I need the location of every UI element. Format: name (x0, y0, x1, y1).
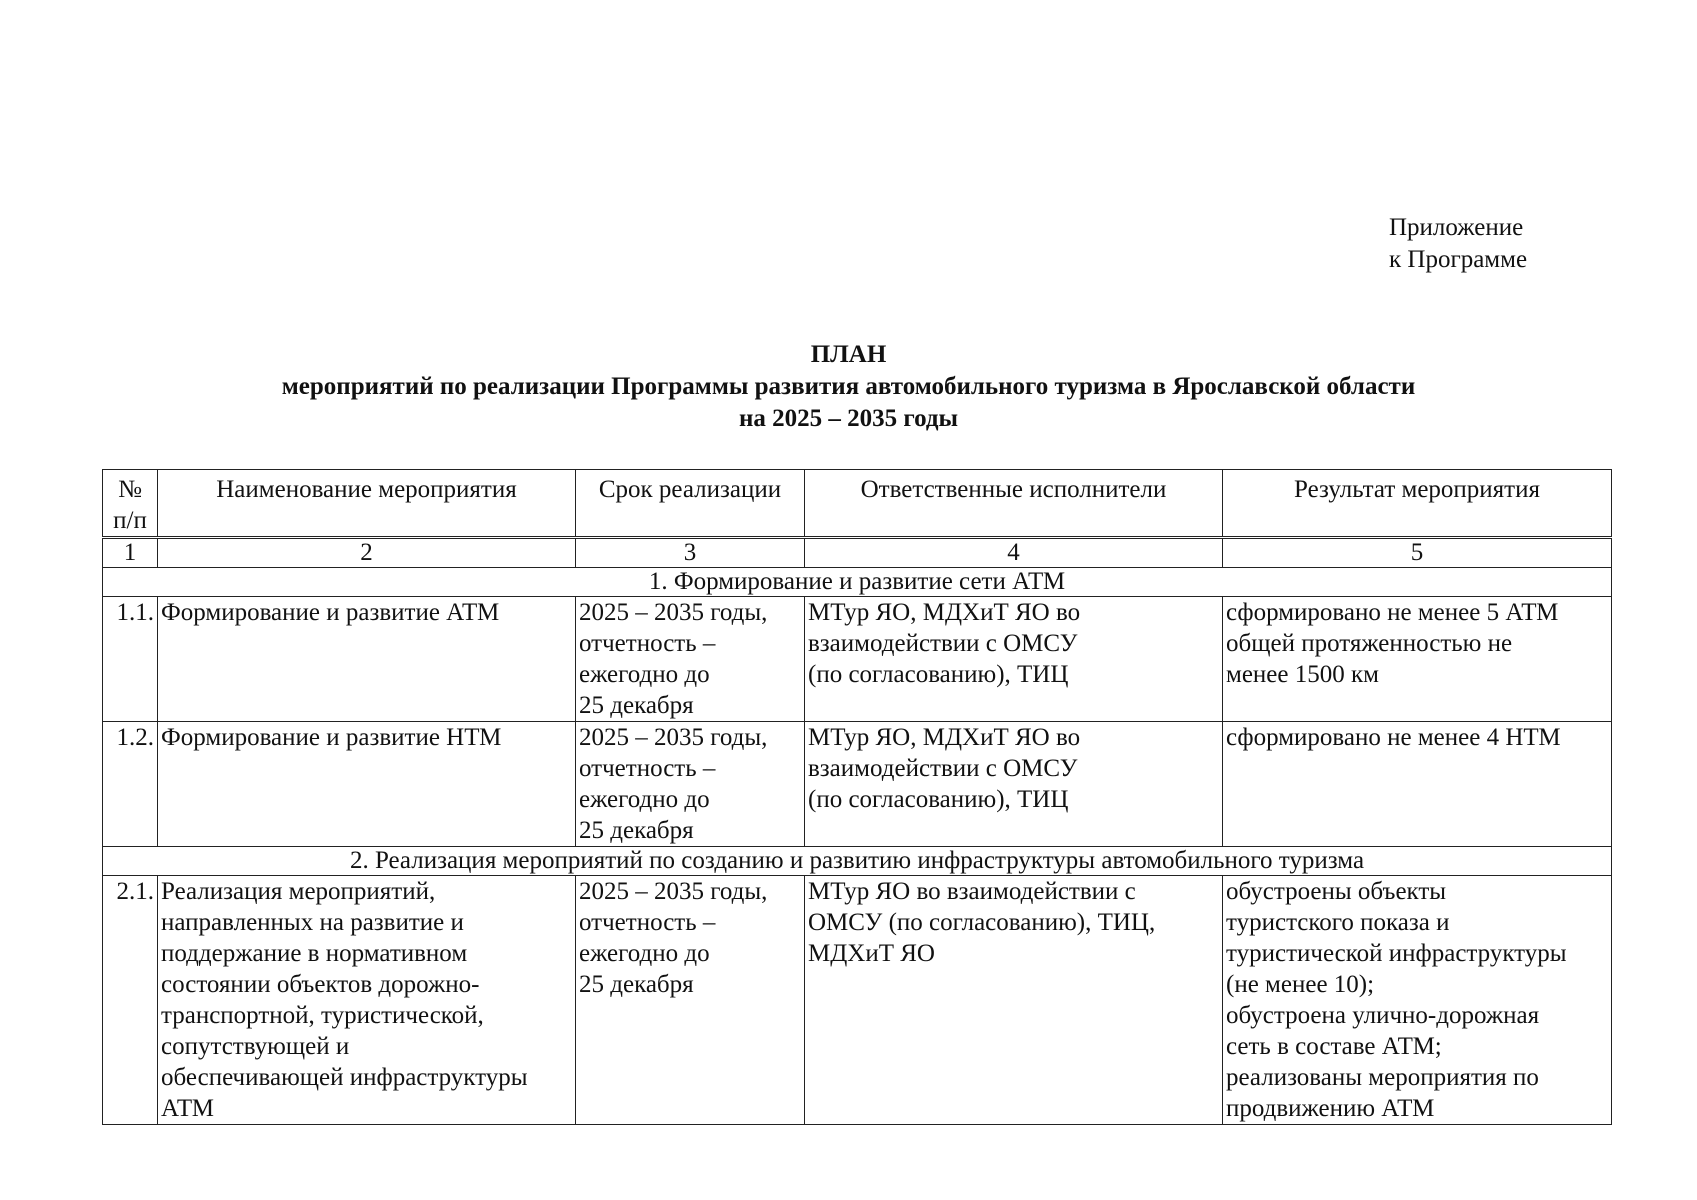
cell-name-line: сопутствующей и (161, 1033, 350, 1060)
cell-name (158, 722, 576, 847)
cell-term (576, 597, 805, 722)
cell-name-line: АТМ (161, 1095, 215, 1122)
cell-result (1223, 597, 1612, 722)
cell-name (158, 876, 576, 1125)
cell-name-line: Формирование и развитие АТМ (161, 599, 500, 626)
cell-responsible-line: (по согласованию), ТИЦ (808, 661, 1069, 688)
cell-result-line: сформировано не менее 5 АТМ (1226, 599, 1559, 626)
header-responsible: Ответственные исполнители (805, 470, 1223, 538)
table-row (103, 597, 1612, 722)
cell-num: 1.1. (103, 597, 158, 722)
cell-name-line: направленных на развитие и (161, 909, 464, 936)
plan-table (102, 469, 1612, 1125)
cell-name-line: поддержание в нормативном (161, 940, 468, 967)
title-line-2: мероприятий по реализации Программы развития автомобильного туризма в Ярославской области (281, 373, 1416, 400)
column-number: 4 (805, 538, 1223, 568)
section-row (103, 847, 1612, 876)
title-line-1: ПЛАН (810, 341, 887, 368)
section-title: 2. Реализация мероприятий по созданию и развитию инфраструктуры автомобильного туризма (103, 847, 1612, 876)
header-num-line: № (118, 476, 142, 503)
cell-term (576, 722, 805, 847)
cell-responsible-line: взаимодействии с ОМСУ (808, 630, 1078, 657)
table-header-row (103, 470, 1612, 538)
cell-result-line: общей протяженностью не (1226, 630, 1513, 657)
header-name: Наименование мероприятия (158, 470, 576, 538)
cell-num: 2.1. (103, 876, 158, 1125)
cell-result-line: (не менее 10); (1226, 971, 1375, 998)
cell-term-line: 25 декабря (579, 692, 694, 719)
cell-term-line: ежегодно до (579, 940, 710, 967)
cell-result-line: обустроены объекты (1226, 878, 1447, 905)
appendix-line-2: к Программе (1389, 246, 1528, 273)
header-term: Срок реализации (576, 470, 805, 538)
cell-term-line: ежегодно до (579, 661, 710, 688)
cell-num: 1.2. (103, 722, 158, 847)
title-line-3: на 2025 – 2035 годы (738, 405, 959, 432)
cell-responsible-line: (по согласованию), ТИЦ (808, 786, 1069, 813)
cell-name-line: состоянии объектов дорожно- (161, 971, 480, 998)
cell-name-line: Формирование и развитие НТМ (161, 724, 502, 751)
cell-responsible-line: взаимодействии с ОМСУ (808, 755, 1078, 782)
cell-responsible (805, 876, 1223, 1125)
cell-result-line: сформировано не менее 4 НТМ (1226, 724, 1561, 751)
cell-term-line: отчетность – (579, 909, 716, 936)
cell-responsible-line: ОМСУ (по согласованию), ТИЦ, (808, 909, 1156, 936)
column-number-row (103, 538, 1612, 568)
cell-responsible-line: МДХиТ ЯО (808, 940, 935, 967)
cell-result-line: менее 1500 км (1226, 661, 1379, 688)
cell-responsible-line: МТур ЯО во взаимодействии с (808, 878, 1136, 905)
header-num-line: п/п (113, 507, 147, 534)
section-row (103, 568, 1612, 597)
cell-result (1223, 722, 1612, 847)
cell-term-line: 25 декабря (579, 817, 694, 844)
cell-result-line: туристского показа и (1226, 909, 1450, 936)
cell-term-line: 2025 – 2035 годы, (579, 878, 768, 905)
column-number: 1 (103, 538, 158, 568)
cell-result-line: продвижению АТМ (1226, 1095, 1435, 1122)
table-row (103, 876, 1612, 1125)
cell-term (576, 876, 805, 1125)
cell-name-line: Реализация мероприятий, (161, 878, 436, 905)
table-row (103, 722, 1612, 847)
header-result: Результат мероприятия (1223, 470, 1612, 538)
cell-term-line: отчетность – (579, 755, 716, 782)
column-number: 2 (158, 538, 576, 568)
cell-term-line: ежегодно до (579, 786, 710, 813)
section-title: 1. Формирование и развитие сети АТМ (103, 568, 1612, 597)
cell-responsible-line: МТур ЯО, МДХиТ ЯО во (808, 724, 1081, 751)
appendix-note (1389, 212, 1527, 276)
cell-name-line: обеспечивающей инфраструктуры (161, 1064, 528, 1091)
cell-result-line: обустроена улично-дорожная (1226, 1002, 1540, 1029)
cell-name-line: транспортной, туристической, (161, 1002, 484, 1029)
cell-responsible (805, 722, 1223, 847)
column-number: 3 (576, 538, 805, 568)
header-num (103, 470, 158, 538)
cell-name (158, 597, 576, 722)
appendix-line-1: Приложение (1389, 214, 1524, 241)
document-title (0, 339, 1697, 435)
cell-result (1223, 876, 1612, 1125)
cell-responsible-line: МТур ЯО, МДХиТ ЯО во (808, 599, 1081, 626)
cell-term-line: отчетность – (579, 630, 716, 657)
column-number: 5 (1223, 538, 1612, 568)
cell-result-line: туристической инфраструктуры (1226, 940, 1567, 967)
cell-term-line: 25 декабря (579, 971, 694, 998)
cell-result-line: реализованы мероприятия по (1226, 1064, 1539, 1091)
cell-term-line: 2025 – 2035 годы, (579, 724, 768, 751)
cell-responsible (805, 597, 1223, 722)
cell-result-line: сеть в составе АТМ; (1226, 1033, 1442, 1060)
cell-term-line: 2025 – 2035 годы, (579, 599, 768, 626)
